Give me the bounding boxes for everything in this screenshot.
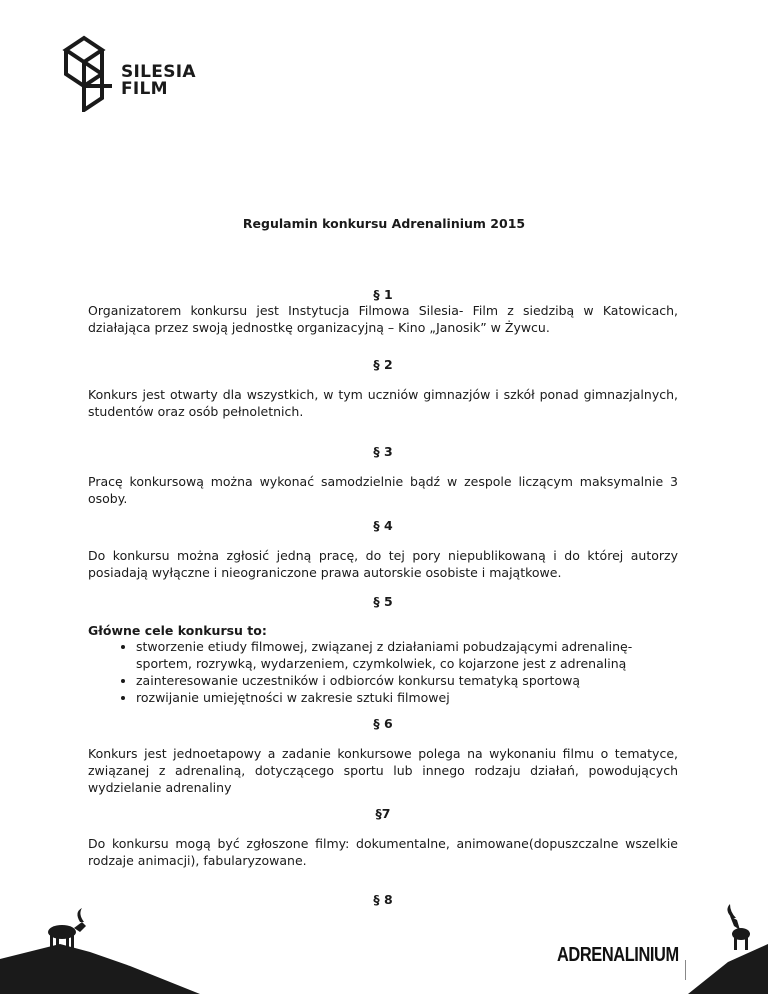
section-number: §7 — [375, 806, 391, 821]
section-text: Pracę konkursową można wykonać samodzielnie bądź w zespole liczącym maksymalnie 3 osoby. — [88, 474, 678, 506]
adrenalinium-brand: ADRENALINIUM — [557, 944, 679, 966]
logo-text: SILESIA FILM — [121, 62, 196, 99]
section-number: § 4 — [373, 518, 393, 533]
list-item: • stworzenie etiudy filmowej, związanej z działaniami pobudzającymi adrenalinę- sportem, rozrywką, wydarzeniem, czymkolwiek, co kojarzone jest z adrenaliną — [136, 638, 678, 672]
list-item: • zainteresowanie uczestników i odbiorców konkursu tematyką sportową — [136, 672, 678, 689]
goals-list — [88, 638, 678, 706]
section-4 — [88, 518, 678, 581]
document-title: Regulamin konkursu Adrenalinium 2015 — [242, 216, 526, 231]
list-item: • rozwijanie umiejętności w zakresie sztuki filmowej — [136, 689, 678, 706]
section-text: Organizatorem konkursu jest Instytucja Filmowa Silesia- Film z siedzibą w Katowicach, działająca przez swoją jednostkę organizacyjną – Kino „Janosik” w Żywcu. — [88, 303, 678, 335]
section-text: Do konkursu mogą być zgłoszone filmy: dokumentalne, animowane(dopuszczalne wszelkie rodzaje animacji), fabularyzowane. — [88, 836, 678, 868]
section-7 — [88, 806, 678, 869]
section-number: § 2 — [373, 357, 393, 372]
section-heading: Główne cele konkursu to: — [88, 623, 267, 638]
section-2 — [88, 357, 678, 420]
section-6 — [88, 716, 678, 796]
mountain-goat-icon — [0, 904, 200, 994]
footer-divider — [685, 960, 686, 980]
section-text: Konkurs jest otwarty dla wszystkich, w tym uczniów gimnazjów i szkół ponad gimnazjalnych, studentów oraz osób pełnoletnich. — [88, 387, 678, 419]
section-number: § 1 — [373, 287, 393, 302]
section-5 — [88, 594, 678, 706]
section-number: § 5 — [373, 594, 393, 609]
section-text: Do konkursu można zgłosić jedną pracę, do tej pory niepublikowaną i do której autorzy posiadają wyłączne i nieograniczone prawa autorskie osobiste i majątkowe. — [88, 548, 678, 580]
section-number: § 3 — [373, 444, 393, 459]
section-1 — [88, 287, 678, 336]
section-number: § 6 — [373, 716, 393, 731]
section-text: Konkurs jest jednoetapowy a zadanie konkursowe polega na wykonaniu filmu o tematyce, związanej z adrenaliną, dotyczącego sportu lub innego rodzaju działań, powodujących wydzielanie adrenaliny — [88, 746, 678, 795]
section-number: § 8 — [373, 892, 393, 907]
section-3 — [88, 444, 678, 507]
